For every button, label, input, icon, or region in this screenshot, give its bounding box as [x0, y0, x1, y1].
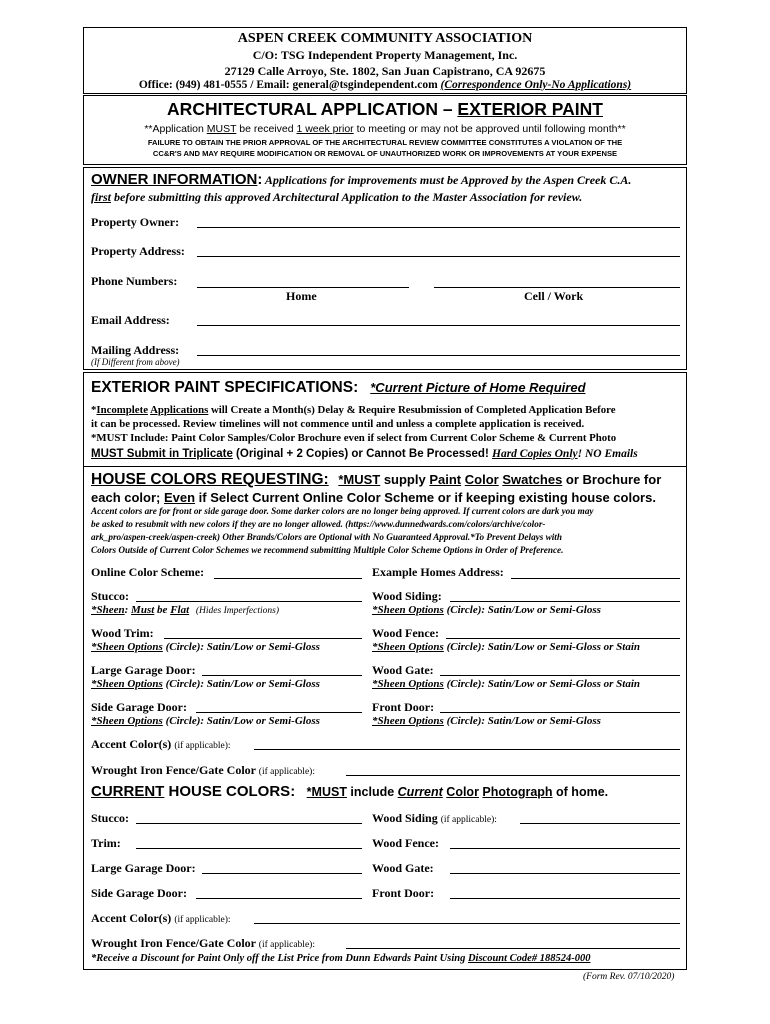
wood-siding-sheen — [372, 604, 601, 616]
owner-intro-1: Applications for improvements must be Approved by the Aspen Creek C.A. — [262, 173, 632, 187]
mailing-address-note: (If Different from above) — [91, 357, 180, 367]
accent-notice-4: Colors Outside of Current Color Schemes we recommend submitting Multiple Color Scheme Options in Order of Preference. — [91, 545, 564, 555]
review-timeline-notice: it can be processed. Review timelines will not commence until and unless a complete application is received. — [91, 418, 585, 430]
current-wood-fence-label: Wood Fence: — [372, 836, 439, 850]
section-divider — [84, 466, 686, 467]
wood-gate-sheen-label: *Sheen Options — [372, 678, 444, 690]
current-must: *MUST — [306, 785, 347, 799]
front-door-sheen-options: (Circle): Satin/Low or Semi-Gloss — [443, 715, 601, 727]
discount-note — [91, 953, 590, 964]
requesting-color: Color — [464, 472, 499, 487]
current-trim-field[interactable] — [136, 848, 362, 849]
stucco-sheen-d: be — [154, 604, 171, 616]
requesting-supply: supply — [380, 472, 430, 487]
office-contact — [84, 79, 686, 91]
applications-word: Applications — [150, 404, 209, 416]
stucco-sheen-a: *Sheen — [91, 604, 125, 616]
accent-if-applicable: (if applicable): — [174, 741, 231, 751]
wood-fence-sheen-options: (Circle): Satin/Low or Semi-Gloss or Stain — [443, 641, 641, 653]
wood-siding-label: Wood Siding: — [372, 589, 442, 603]
current-wrought-iron-if-applicable: (if applicable): — [258, 940, 315, 950]
must-include-label: *MUST Include — [91, 432, 165, 444]
form-title-main: ARCHITECTURAL APPLICATION – — [167, 99, 458, 119]
current-large-garage-label: Large Garage Door: — [91, 861, 196, 875]
discount-text: *Receive a Discount for Paint Only off the List Price from Dunn Edwards Paint Using — [91, 953, 468, 964]
current-front-door-field[interactable] — [450, 898, 680, 899]
wood-trim-field[interactable] — [164, 638, 362, 639]
current-wood-gate-field[interactable] — [450, 873, 680, 874]
wood-trim-sheen-label: *Sheen Options — [91, 641, 163, 653]
current-accent-if-applicable: (if applicable): — [174, 915, 231, 925]
wood-fence-sheen-label: *Sheen Options — [372, 641, 444, 653]
stucco-sheen-b: : — [124, 604, 132, 616]
wood-siding-sheen-label: *Sheen Options — [372, 604, 444, 616]
deadline-note-a: **Application — [144, 123, 207, 135]
stucco-sheen-note — [91, 604, 279, 616]
front-door-field[interactable] — [440, 712, 680, 713]
example-homes-field[interactable] — [511, 578, 680, 579]
wood-siding-field[interactable] — [450, 601, 680, 602]
stucco-sheen-flat: Flat — [170, 604, 190, 616]
current-color: Color — [446, 785, 479, 799]
wood-trim-sheen-options: (Circle): Satin/Low or Semi-Gloss — [162, 641, 320, 653]
must-include-rest: : Paint Color Samples/Color Brochure even if select from Current Color Scheme & Current Photo — [164, 432, 617, 444]
deadline-note — [84, 123, 686, 135]
stucco-field[interactable] — [136, 601, 362, 602]
owner-intro-first: first — [91, 190, 112, 204]
side-garage-sheen-options: (Circle): Satin/Low or Semi-Gloss — [162, 715, 320, 727]
wood-gate-sheen-options: (Circle): Satin/Low or Semi-Gloss or Stain — [443, 678, 641, 690]
cell-work-label: Cell / Work — [524, 289, 584, 303]
triplicate-label: MUST Submit in Triplicate — [91, 448, 233, 460]
wrought-iron-if-applicable: (if applicable): — [258, 767, 315, 777]
form-title — [84, 99, 686, 120]
current-large-garage-field[interactable] — [202, 873, 362, 874]
current-wood-gate-label: Wood Gate: — [372, 861, 434, 875]
side-garage-label: Side Garage Door: — [91, 700, 187, 714]
wood-fence-label: Wood Fence: — [372, 626, 439, 640]
current-side-garage-label: Side Garage Door: — [91, 886, 187, 900]
incomplete-star: * — [91, 404, 97, 416]
current-side-garage-field[interactable] — [196, 898, 362, 899]
front-door-sheen — [372, 715, 601, 727]
incomplete-notice — [91, 404, 616, 416]
accent-notice-3: ark_pro/aspen-creek/aspen-creek) Other Brands/Colors are Optional with No Guaranteed Approval.*To Prevent Delays with — [91, 532, 562, 542]
owner-intro-line2 — [91, 190, 582, 205]
title-box — [83, 95, 687, 165]
owner-info-box — [83, 167, 687, 370]
current-include: include — [346, 785, 398, 799]
accent-notice-1: Accent colors are for front or side garage door. Some darker colors are no longer being approved. If current colors are dark you may — [91, 506, 594, 516]
property-owner-field[interactable] — [197, 227, 680, 228]
requesting-line2-b: if Select Current Online Color Scheme or if keeping existing house colors. — [195, 490, 656, 505]
hard-copies-only: Hard Copies Only — [492, 448, 578, 460]
triplicate-notice — [91, 448, 638, 460]
deadline-note-b: be received — [236, 123, 297, 135]
discount-code: Discount Code# 188524-000 — [467, 953, 591, 964]
current-front-door-label: Front Door: — [372, 886, 435, 900]
home-label: Home — [286, 289, 317, 303]
requesting-even: Even — [163, 490, 196, 505]
org-name: ASPEN CREEK COMMUNITY ASSOCIATION — [237, 31, 533, 46]
current-wood-siding-field[interactable] — [520, 823, 680, 824]
current-stucco-field[interactable] — [136, 823, 362, 824]
deadline-note-c: to meeting or may not be approved until following month** — [353, 123, 626, 135]
current-accent-label — [91, 911, 231, 926]
owner-intro — [91, 171, 631, 188]
accent-colors-label — [91, 737, 231, 752]
office-line: Office: (949) 481-0555 / Email: general@tsgindependent.com — [138, 79, 438, 91]
current-trim-label: Trim: — [91, 836, 121, 850]
deadline-note-week: 1 week prior — [296, 123, 354, 135]
care-of: C/O: TSG Independent Property Management, Inc. — [252, 48, 518, 62]
wrought-iron-text: Wrought Iron Fence/Gate Color — [91, 763, 256, 777]
current-current: Current — [397, 785, 443, 799]
current-accent-field[interactable] — [254, 923, 680, 924]
property-address-label: Property Address: — [91, 244, 185, 258]
org-address: 27129 Calle Arroyo, Ste. 1802, San Juan Capistrano, CA 92675 — [224, 64, 546, 78]
triplicate-rest: (Original + 2 Copies) or Cannot Be Processed! — [232, 448, 492, 460]
requesting-swatches: Swatches — [502, 472, 563, 487]
owner-heading-colon: : — [257, 171, 263, 188]
wood-siding-sheen-options: (Circle): Satin/Low or Semi-Gloss — [443, 604, 601, 616]
picture-required-note: *Current Picture of Home Required — [370, 380, 586, 395]
large-garage-sheen — [91, 678, 320, 690]
wood-trim-label: Wood Trim: — [91, 626, 154, 640]
incomplete-line1-rest: will Create a Month(s) Delay & Require Resubmission of Completed Application Before — [208, 404, 616, 416]
side-garage-field[interactable] — [196, 712, 362, 713]
current-wood-siding-text: Wood Siding — [372, 811, 438, 825]
wood-fence-field[interactable] — [446, 638, 680, 639]
violation-warning-2: CC&R'S AND MAY REQUIRE MODIFICATION OR REMOVAL OF UNAUTHORIZED WORK OR IMPROVEMENTS AT YOUR EXPENSE — [152, 149, 618, 158]
current-stucco-label: Stucco: — [91, 811, 129, 825]
current-heading-rest: HOUSE COLORS: — [164, 783, 296, 800]
front-door-label: Front Door: — [372, 700, 435, 714]
wood-trim-sheen — [91, 641, 320, 653]
current-wrought-iron-field[interactable] — [346, 948, 680, 949]
example-homes-label: Example Homes Address: — [372, 565, 504, 579]
current-wood-siding-label — [372, 811, 497, 826]
stucco-label: Stucco: — [91, 589, 129, 603]
mailing-address-label: Mailing Address: — [91, 343, 180, 357]
stucco-hides-note: (Hides Imperfections) — [195, 606, 279, 616]
property-address-field[interactable] — [197, 256, 680, 257]
office-note: (Correspondence Only-No Applications) — [440, 79, 632, 91]
home-phone-field[interactable] — [197, 287, 409, 288]
side-garage-sheen — [91, 715, 320, 727]
accent-notice-2: be asked to resubmit with new colors if they are no longer allowed. (https://www.dunnedwards.com/colors/archive/color- — [91, 519, 546, 529]
wood-gate-label: Wood Gate: — [372, 663, 434, 677]
accent-colors-field[interactable] — [254, 749, 680, 750]
current-heading-row — [91, 783, 608, 800]
header-box — [83, 27, 687, 94]
deadline-note-must: MUST — [206, 123, 237, 135]
wood-gate-sheen — [372, 678, 640, 690]
requesting-heading-row — [91, 471, 661, 489]
requesting-paint: Paint — [429, 472, 462, 487]
form-revision: (Form Rev. 07/10/2020) — [583, 972, 675, 982]
large-garage-sheen-label: *Sheen Options — [91, 678, 163, 690]
wood-fence-sheen — [372, 641, 640, 653]
property-owner-label: Property Owner: — [91, 215, 180, 229]
must-include-notice — [91, 432, 616, 444]
email-address-field[interactable] — [197, 325, 680, 326]
requesting-rest1: or Brochure for — [562, 472, 662, 487]
wood-gate-field[interactable] — [440, 675, 680, 676]
large-garage-field[interactable] — [202, 675, 362, 676]
requesting-line2-a: each color; — [91, 490, 164, 505]
violation-warning-1: FAILURE TO OBTAIN THE PRIOR APPROVAL OF THE ARCHITECTURAL REVIEW COMMITTEE CONSTITUTES A VIOLATION OF THE — [147, 138, 623, 147]
specifications-box — [83, 372, 687, 970]
current-wrought-iron-text: Wrought Iron Fence/Gate Color — [91, 936, 256, 950]
owner-heading: OWNER INFORMATION — [91, 171, 258, 188]
specs-heading: EXTERIOR PAINT SPECIFICATIONS: — [91, 379, 359, 396]
email-address-label: Email Address: — [91, 313, 170, 327]
online-scheme-field[interactable] — [214, 578, 362, 579]
current-photograph: Photograph — [482, 785, 553, 799]
phone-numbers-label: Phone Numbers: — [91, 274, 178, 288]
requesting-line2 — [91, 490, 656, 505]
requesting-must: *MUST — [338, 472, 381, 487]
accent-colors-text: Accent Color(s) — [91, 737, 172, 751]
wrought-iron-field[interactable] — [346, 775, 680, 776]
requesting-heading: HOUSE COLORS REQUESTING: — [91, 471, 329, 488]
online-scheme-label: Online Color Scheme: — [91, 565, 205, 579]
owner-intro-2: before submitting this approved Architectural Application to the Master Association for review. — [111, 190, 583, 204]
large-garage-sheen-options: (Circle): Satin/Low or Semi-Gloss — [162, 678, 320, 690]
current-wrought-iron-label — [91, 936, 315, 951]
large-garage-label: Large Garage Door: — [91, 663, 196, 677]
current-accent-text: Accent Color(s) — [91, 911, 172, 925]
current-heading: CURRENT — [91, 783, 165, 800]
incomplete-word: Incomplete — [96, 404, 148, 416]
mailing-address-field[interactable] — [197, 355, 680, 356]
current-wood-fence-field[interactable] — [450, 848, 680, 849]
specs-heading-row — [91, 379, 586, 397]
current-wood-siding-if-applicable: (if applicable): — [440, 815, 497, 825]
current-of-home: of home. — [552, 785, 609, 799]
cell-phone-field[interactable] — [434, 287, 680, 288]
stucco-sheen-must: Must — [131, 604, 155, 616]
form-title-underlined: EXTERIOR PAINT — [457, 99, 603, 119]
side-garage-sheen-label: *Sheen Options — [91, 715, 163, 727]
wrought-iron-label — [91, 763, 315, 778]
front-door-sheen-label: *Sheen Options — [372, 715, 444, 727]
no-emails: ! NO Emails — [577, 448, 638, 460]
